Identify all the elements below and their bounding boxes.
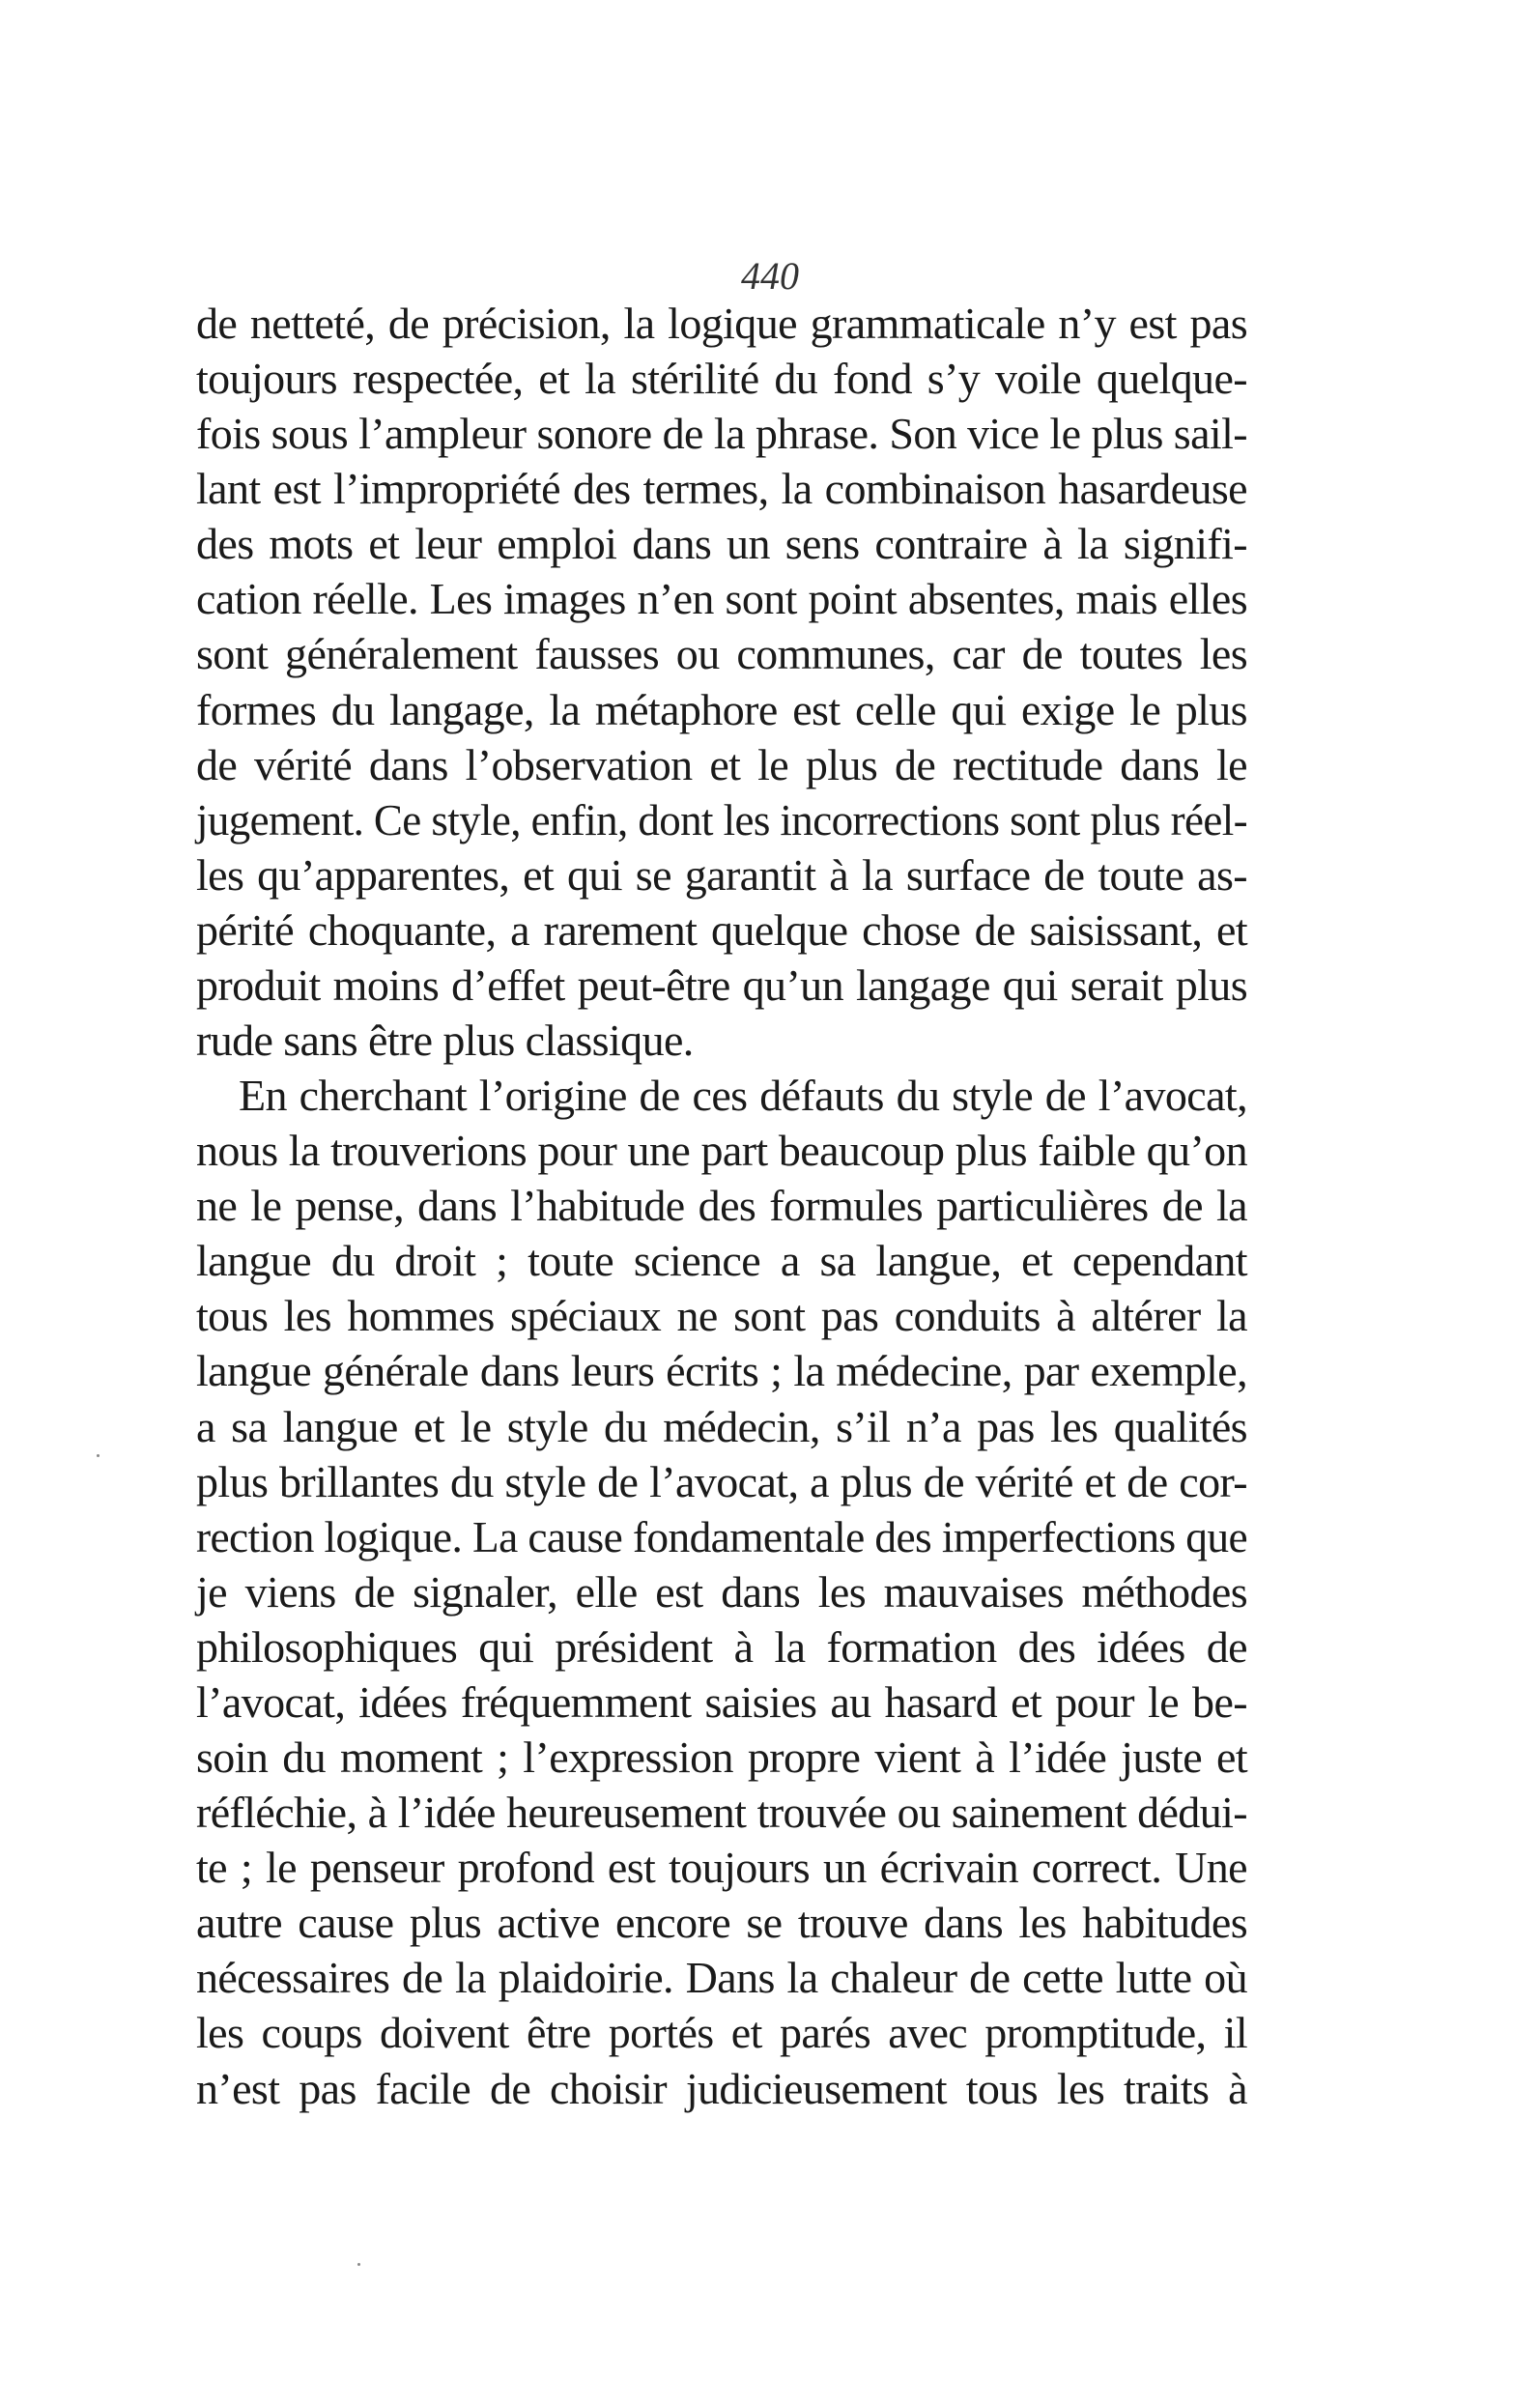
text-line: rection logique. La cause fondamentale des imperfections que (196, 1511, 1248, 1561)
scan-speck (357, 2263, 360, 2266)
text-line: cation réelle. Les images n’en sont point absentes, mais elles (196, 574, 1247, 624)
page-number: 440 (741, 254, 799, 298)
text-line: En cherchant l’origine de ces défauts du style de l’avocat, (239, 1071, 1247, 1121)
text-line: philosophiques qui président à la formation des idées de (196, 1621, 1247, 1672)
text-line: les coups doivent être portés et parés avec promptitude, il (196, 2008, 1247, 2058)
text-line: lant est l’impropriété des termes, la combinaison hasardeuse (196, 464, 1247, 514)
text-line: périté choquante, a rarement quelque chose de saisissant, et (196, 904, 1247, 955)
text-line: a sa langue et le style du médecin, s’il n’a pas les qualités (196, 1401, 1247, 1451)
text-line: plus brillantes du style de l’avocat, a plus de vérité et de cor- (196, 1456, 1247, 1506)
text-line: nécessaires de la plaidoirie. Dans la chaleur de cette lutte où (196, 1953, 1247, 2003)
scan-speck (97, 1454, 100, 1457)
text-line: toujours respectée, et la stérilité du fond s’y voile quelque- (196, 354, 1247, 404)
text-line: langue générale dans leurs écrits ; la médecine, par exemple, (196, 1346, 1247, 1396)
text-line: nous la trouverions pour une part beaucoup plus faible qu’on (196, 1126, 1247, 1176)
text-line: ne le pense, dans l’habitude des formules particulières de la (196, 1181, 1247, 1231)
text-line: produit moins d’effet peut-être qu’un langage qui serait plus (196, 959, 1247, 1010)
body-text (196, 296, 1247, 2116)
text-line: fois sous l’ampleur sonore de la phrase. Son vice le plus sail- (196, 409, 1247, 459)
text-line: je viens de signaler, elle est dans les mauvaises méthodes (196, 1566, 1247, 1617)
text-line: de netteté, de précision, la logique grammaticale n’y est pas (196, 299, 1247, 348)
text-line: des mots et leur emploi dans un sens contraire à la signifi- (196, 519, 1247, 569)
text-line: tous les hommes spéciaux ne sont pas conduits à altérer la (196, 1291, 1247, 1341)
text-line: de vérité dans l’observation et le plus de rectitude dans le (196, 739, 1247, 789)
text-line: l’avocat, idées fréquemment saisies au hasard et pour le be- (196, 1676, 1247, 1727)
text-line: les qu’apparentes, et qui se garantit à la surface de toute as- (196, 849, 1247, 900)
text-line: rude sans être plus classique. (196, 1016, 694, 1066)
text-line: formes du langage, la métaphore est celle qui exige le plus (196, 684, 1247, 734)
text-line: n’est pas facile de choisir judicieusement tous les traits à (196, 2063, 1247, 2113)
text-line: autre cause plus active encore se trouve dans les habitudes (196, 1898, 1247, 1948)
text-line: langue du droit ; toute science a sa langue, et cependant (196, 1236, 1247, 1286)
text-line: sont généralement fausses ou communes, car de toutes les (196, 629, 1247, 679)
text-line: soin du moment ; l’expression propre vient à l’idée juste et (196, 1732, 1247, 1783)
text-line: jugement. Ce style, enfin, dont les incorrections sont plus réel- (196, 794, 1248, 845)
text-line: te ; le penseur profond est toujours un écrivain correct. Une (196, 1843, 1247, 1893)
text-line: réfléchie, à l’idée heureusement trouvée ou sainement dédui- (196, 1788, 1247, 1838)
